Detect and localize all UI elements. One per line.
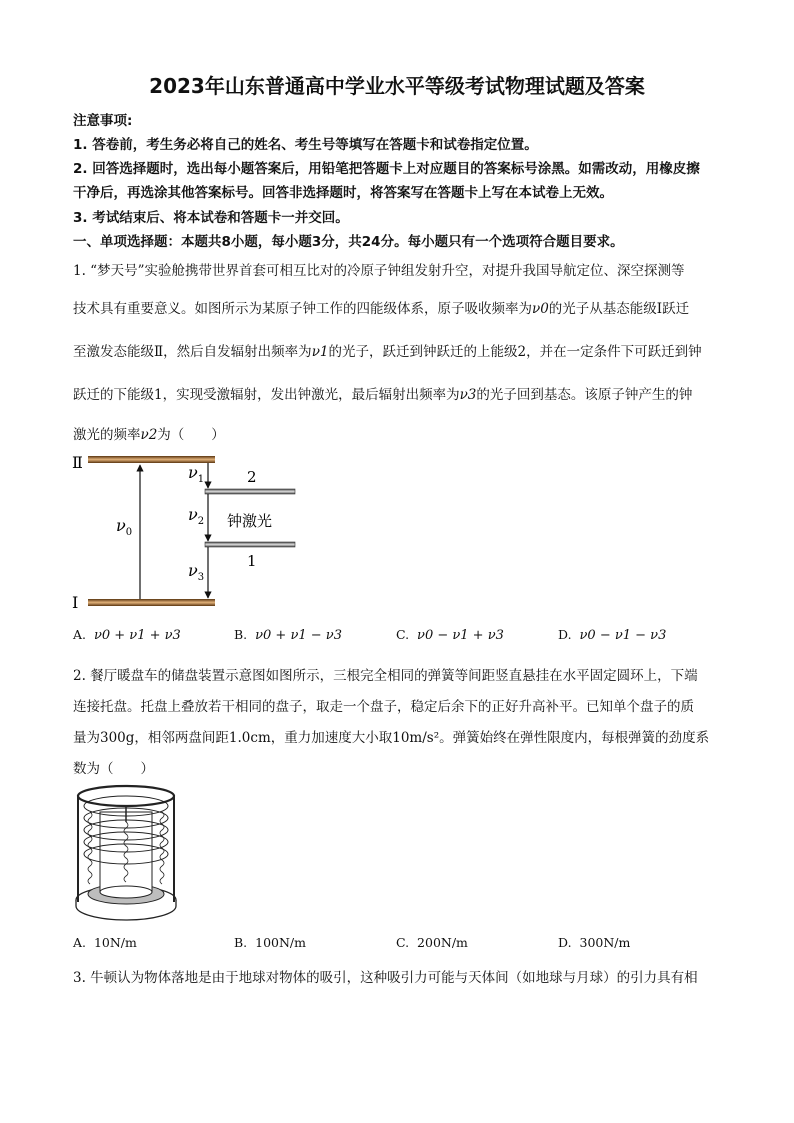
q2-option-c: C. 200N/m [396, 935, 468, 950]
q1-option-c: C. ν0 − ν1 + ν3 [396, 627, 504, 643]
diagram-v2-label: $\nu_2$ [188, 505, 205, 527]
q1-line-2: 技术具有重要意义。如图所示为某原子钟工作的四能级体系，原子吸收频率为ν0的光子从基态能级Ⅰ跃迁 [73, 301, 690, 317]
level-1-label: 1 [247, 552, 257, 570]
q1-option-b: B. ν0 + ν1 − ν3 [234, 627, 342, 643]
q2-line-2: 连接托盘。托盘上叠放若干相同的盘子，取走一个盘子，稳定后余下的正好升高补平。已知单个盘子的质 [73, 699, 694, 715]
symbol-v3: ν3 [459, 387, 477, 403]
q1-line-5: 激光的频率ν2为（ ） [73, 427, 225, 443]
level-2-label: 2 [247, 468, 257, 486]
notice-item-3: 3. 考试结束后、将本试卷和答题卡一并交回。 [73, 210, 349, 226]
page-title: 2023年山东普通高中学业水平等级考试物理试题及答案 [149, 74, 645, 98]
q3-line-1: 3. 牛顿认为物体落地是由于地球对物体的吸引，这种吸引力可能与天体间（如地球与月球）的引力具有相 [73, 970, 698, 986]
energy-level-diagram [70, 448, 310, 618]
section-heading: 一、单项选择题：本题共8小题，每小题3分，共24分。每小题只有一个选项符合题目要求。 [73, 234, 624, 250]
q1-option-d: D. ν0 − ν1 − ν3 [558, 627, 667, 643]
q2-line-3: 量为300g，相邻两盘间距1.0cm，重力加速度大小取10m/s²。弹簧始终在弹性限度内，每根弹簧的劲度系 [73, 730, 710, 746]
q2-option-a: A. 10N/m [73, 935, 137, 950]
diagram-v1-label: $\nu_1$ [188, 463, 205, 485]
level-I-bar [88, 599, 215, 606]
symbol-v0: ν0 [532, 301, 549, 317]
diagram-v0-label: $\nu_0$ [116, 516, 133, 538]
q1-line-4: 跃迁的下能级1，实现受激辐射，发出钟激光，最后辐射出频率为ν3的光子回到基态。该原子钟产生的钟 [73, 387, 693, 403]
level-I-label: Ⅰ [72, 593, 79, 612]
level-1-bar [205, 542, 295, 547]
symbol-v2: ν2 [140, 427, 158, 443]
q1-option-a: A. ν0 + ν1 + ν3 [73, 627, 181, 643]
q2-line-1: 2. 餐厅暖盘车的储盘装置示意图如图所示，三根完全相同的弹簧等间距竖直悬挂在水平固定圆环上，下端 [73, 668, 698, 684]
q2-line-4: 数为（ ） [73, 761, 154, 777]
level-II-bar [88, 456, 215, 463]
level-2-bar [205, 489, 295, 494]
notice-item-2: 2. 回答选择题时，选出每小题答案后，用铅笔把答题卡上对应题目的答案标号涂黑。如需改动，用橡皮擦 [73, 161, 700, 177]
q1-line-1: 1. “梦天号”实验舱携带世界首套可相互比对的冷原子钟组发射升空，对提升我国导航定位、深空探测等 [73, 263, 685, 279]
q1-line-3: 至激发态能级Ⅱ，然后自发辐射出频率为ν1的光子，跃迁到钟跃迁的上能级2，并在一定条件下可跃迁到钟 [73, 344, 702, 360]
notice-item-1: 1. 答卷前，考生务必将自己的姓名、考生号等填写在答题卡和试卷指定位置。 [73, 137, 538, 153]
notice-heading: 注意事项: [73, 113, 133, 129]
clock-laser-label: 钟激光 [227, 512, 273, 530]
level-II-label: Ⅱ [72, 453, 83, 472]
plate-warmer-figure [70, 782, 182, 924]
q2-option-d: D. 300N/m [558, 935, 631, 950]
notice-item-2-cont: 干净后，再选涂其他答案标号。回答非选择题时，将答案写在答题卡上写在本试卷上无效。 [73, 185, 613, 201]
q2-option-b: B. 100N/m [234, 935, 306, 950]
symbol-v1: ν1 [311, 344, 329, 360]
diagram-v3-label: $\nu_3$ [188, 561, 205, 583]
